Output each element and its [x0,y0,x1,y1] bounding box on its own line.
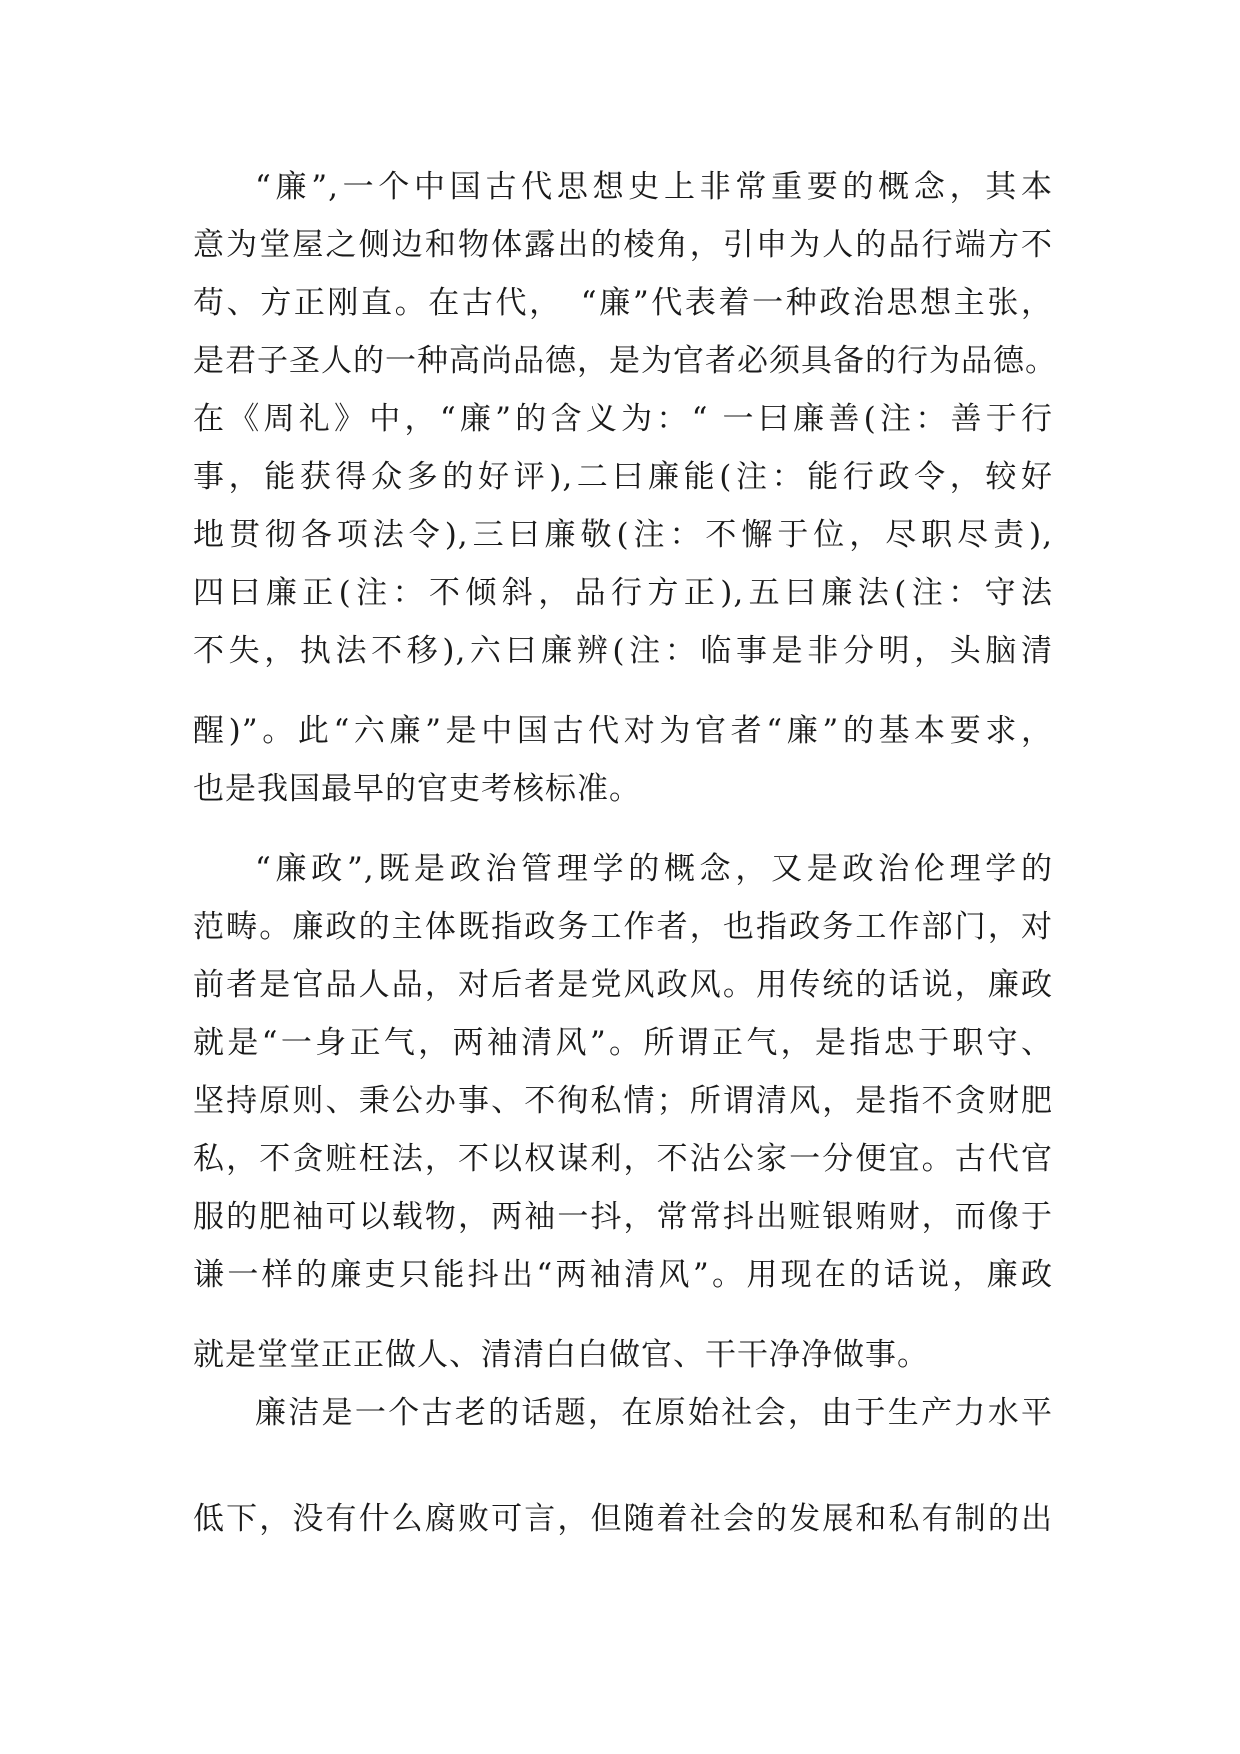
paragraph-2-line-6: 私，不贪赃枉法，不以权谋利，不沾公家一分便宜。古代官 [193,1141,1053,1177]
paragraph-2-line-9: 就是堂堂正正做人、清清白白做官、干干净净做事。 [193,1337,929,1373]
paragraph-1-line-1: “廉”,一个中国古代思想史上非常重要的概念，其本 [255,169,1053,205]
paragraph-2-line-7: 服的肥袖可以载物，两袖一抖，常常抖出赃银贿财，而像于 [193,1199,1053,1235]
paragraph-2-line-2: 范畴。廉政的主体既指政务工作者，也指政务工作部门，对 [193,909,1053,945]
paragraph-2-line-5: 坚持原则、秉公办事、不徇私情；所谓清风，是指不贪财肥 [193,1083,1053,1119]
paragraph-3-line-2: 低下，没有什么腐败可言，但随着社会的发展和私有制的出 [193,1501,1053,1537]
paragraph-1-line-5: 在《周礼》中，“廉”的含义为：“ 一曰廉善(注：善于行 [193,401,1053,437]
paragraph-3-line-1: 廉洁是一个古老的话题，在原始社会，由于生产力水平 [255,1395,1053,1431]
paragraph-2-line-1: “廉政”,既是政治管理学的概念，又是政治伦理学的 [255,851,1053,887]
paragraph-1-line-6: 事，能获得众多的好评),二曰廉能(注：能行政令，较好 [193,459,1053,495]
paragraph-1-line-11: 也是我国最早的官吏考核标准。 [193,771,641,807]
paragraph-1-line-4: 是君子圣人的一种高尚品德，是为官者必须具备的行为品德。 [193,343,1057,379]
paragraph-1-line-7: 地贯彻各项法令),三曰廉敬(注：不懈于位，尽职尽责), [193,517,1053,553]
paragraph-1-line-3: 苟、方正刚直。在古代， “廉”代表着一种政治思想主张， [193,285,1053,321]
document-body [193,158,1057,1548]
paragraph-2-line-4: 就是“一身正气，两袖清风”。所谓正气，是指忠于职守、 [193,1025,1053,1061]
paragraph-2-line-3: 前者是官品人品，对后者是党风政风。用传统的话说，廉政 [193,967,1053,1003]
paragraph-1-line-2: 意为堂屋之侧边和物体露出的棱角，引申为人的品行端方不 [193,227,1053,263]
paragraph-1-line-8: 四曰廉正(注：不倾斜，品行方正),五曰廉法(注：守法 [193,575,1053,611]
paragraph-1-line-10: 醒)”。此“六廉”是中国古代对为官者“廉”的基本要求， [193,713,1053,749]
paragraph-2-line-8: 谦一样的廉吏只能抖出“两袖清风”。用现在的话说，廉政 [193,1257,1053,1293]
paragraph-1-line-9: 不失，执法不移),六曰廉辨(注：临事是非分明，头脑清 [193,633,1053,669]
